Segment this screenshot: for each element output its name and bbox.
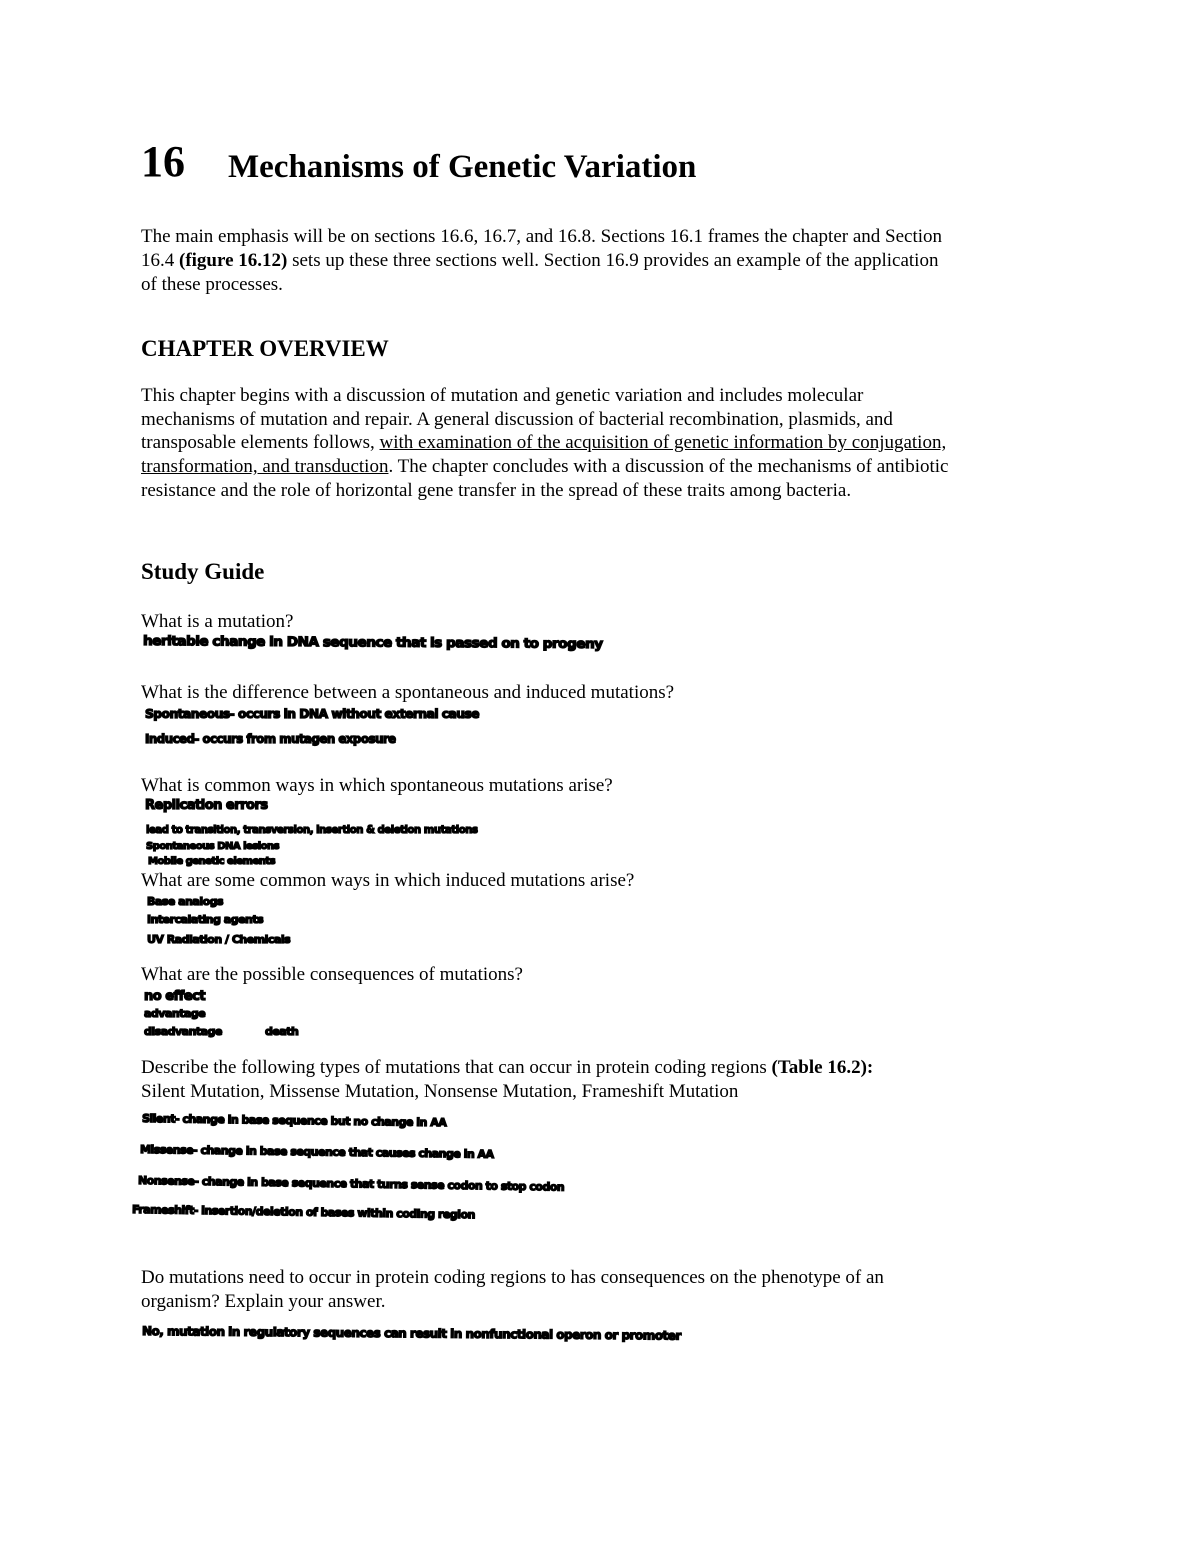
question-1: What is a mutation? (141, 611, 294, 632)
overview-line (141, 455, 948, 479)
overview-line (141, 431, 946, 455)
overview-heading: CHAPTER OVERVIEW (141, 336, 389, 361)
underlined-text: transformation, and transduction (141, 456, 389, 477)
intro-line: of these processes. (141, 274, 283, 295)
handwritten-answer: Missense- change in base sequence that causes change in AA (139, 1143, 494, 1161)
underlined-text: with examination of the acquisition of genetic information by conjugation, (379, 432, 947, 453)
chapter-title: Mechanisms of Genetic Variation (228, 149, 697, 185)
question-5: What are the possible consequences of mutations? (141, 964, 523, 985)
overview-text: . The chapter concludes with a discussion of the mechanisms of antibiotic (388, 456, 949, 477)
question-2: What is the difference between a spontaneous and induced mutations? (141, 682, 675, 703)
question-3: What is common ways in which spontaneous mutations arise? (141, 775, 613, 796)
handwritten-answer: Silent- change in base sequence but no change in AA (141, 1112, 447, 1130)
handwritten-answer: Intercalating agents (147, 913, 264, 926)
handwritten-answer: Spontaneous DNA lesions (146, 841, 280, 852)
question-6 (141, 1056, 873, 1080)
chapter-number: 16 (141, 137, 185, 186)
question-text: Describe the following types of mutations that can occur in protein coding regions (141, 1057, 772, 1078)
handwritten-answer: advantage (144, 1007, 206, 1020)
question-4: What are some common ways in which induced mutations arise? (141, 870, 635, 891)
handwritten-answer: no effect (144, 989, 206, 1004)
overview-line: This chapter begins with a discussion of mutation and genetic variation and includes molecular (141, 385, 864, 406)
handwritten-answer: Nonsense- change in base sequence that turns sense codon to stop codon (137, 1174, 565, 1194)
handwritten-answer: Base analogs (147, 895, 224, 908)
handwritten-answer: death (265, 1025, 299, 1038)
overview-line: resistance and the role of horizontal gene transfer in the spread of these traits among bacteria. (141, 480, 852, 501)
question-6-line-2: Silent Mutation, Missense Mutation, Nonsense Mutation, Frameshift Mutation (141, 1081, 739, 1102)
intro-line (141, 249, 938, 273)
handwritten-answer: Induced- occurs from mutagen exposure (145, 732, 396, 746)
handwritten-answer: No, mutation in regulatory sequences can result in nonfunctional operon or promoter (141, 1324, 681, 1343)
handwritten-answer: Replication errors (145, 798, 268, 813)
intro-line: The main emphasis will be on sections 16.6, 16.7, and 16.8. Sections 16.1 frames the chapter and Section (141, 226, 942, 247)
overview-text: transposable elements follows, (141, 432, 380, 453)
handwritten-answer: heritable change in DNA sequence that is passed on to progeny (142, 634, 603, 653)
intro-text: 16.4 (141, 250, 179, 271)
question-7: Do mutations need to occur in protein coding regions to has consequences on the phenotype of an (141, 1267, 884, 1288)
handwritten-answer: Frameshift- insertion/deletion of bases within coding region (131, 1203, 475, 1222)
table-reference: (Table 16.2): (771, 1057, 874, 1078)
question-7-line-2: organism? Explain your answer. (141, 1291, 386, 1312)
handwritten-answer: UV Radiation / Chemicals (147, 933, 291, 946)
handwritten-answer: Spontaneous- occurs in DNA without external cause (145, 707, 480, 721)
overview-line: mechanisms of mutation and repair. A general discussion of bacterial recombination, plasmids, and (141, 409, 893, 430)
handwritten-answer: Mobile genetic elements (148, 856, 276, 867)
figure-reference: (figure 16.12) (179, 250, 288, 271)
handwritten-answer: disadvantage (144, 1025, 222, 1038)
study-guide-heading: Study Guide (141, 559, 265, 584)
intro-text: sets up these three sections well. Section 16.9 provides an example of the application (287, 250, 939, 271)
handwritten-answer: lead to transition, transversion, insertion & deletion mutations (146, 823, 478, 836)
